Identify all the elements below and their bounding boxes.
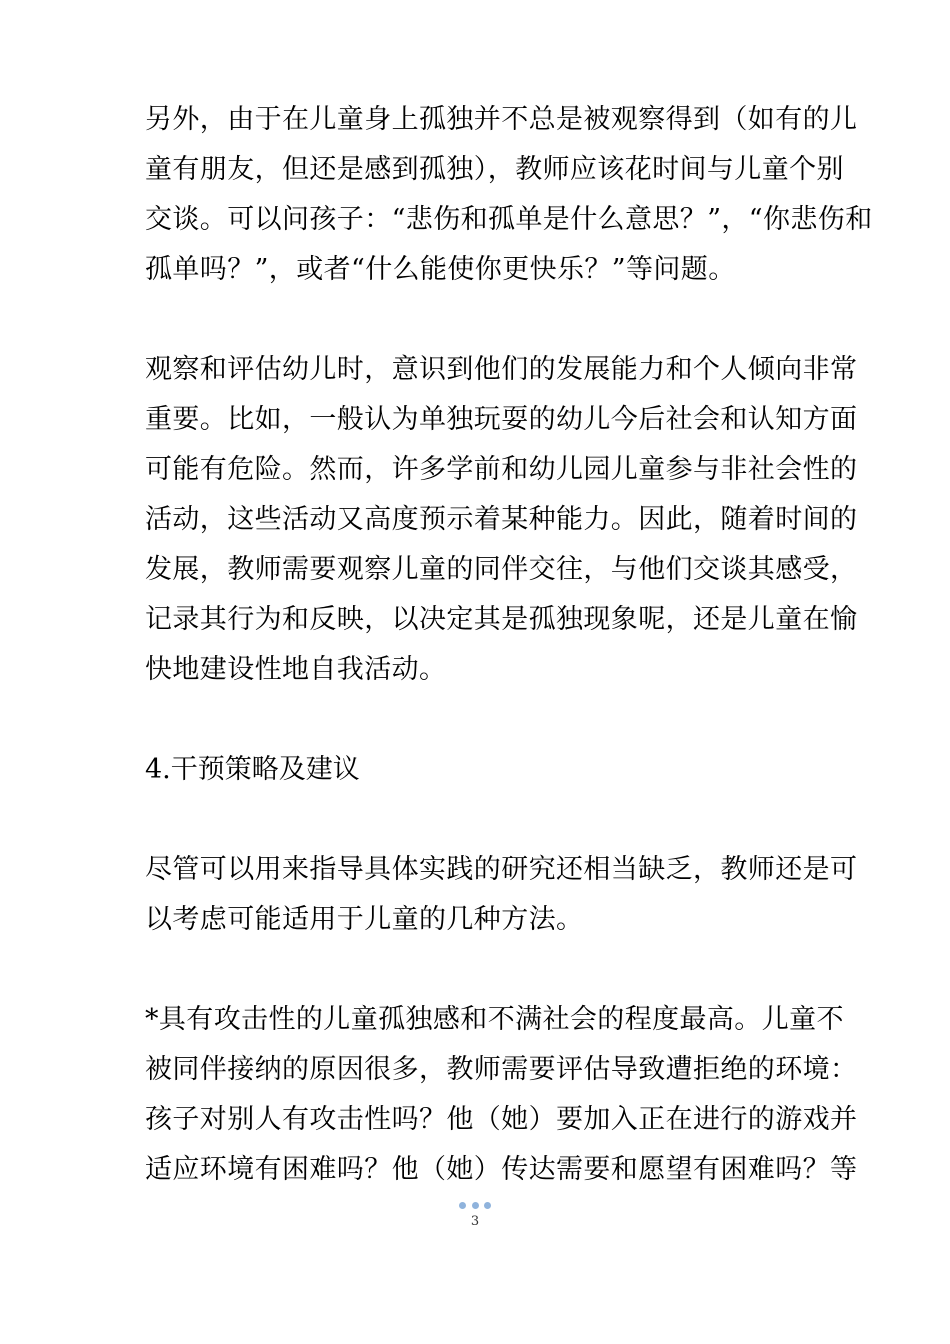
text-line: 尽管可以用来指导具体实践的研究还相当缺乏，教师还是可 <box>145 854 858 885</box>
paragraph-3 <box>145 845 858 945</box>
paragraph-4 <box>145 995 858 1195</box>
text-line: 观察和评估幼儿时，意识到他们的发展能力和个人倾向非常 <box>145 354 858 385</box>
text-line: 活动，这些活动又高度预示着某种能力。因此，随着时间的 <box>145 504 858 535</box>
section-heading <box>145 745 810 795</box>
text-line: 记录其行为和反映，以决定其是孤独现象呢，还是儿童在愉 <box>145 604 858 635</box>
heading-text: 4.干预策略及建议 <box>145 754 360 785</box>
text-line: 被同伴接纳的原因很多，教师需要评估导致遭拒绝的环境： <box>145 1054 858 1085</box>
paragraph-gap <box>145 295 810 345</box>
text-line: 重要。比如，一般认为单独玩耍的幼儿今后社会和认知方面 <box>145 404 858 435</box>
paragraph-gap <box>145 695 810 745</box>
text-line: 适应环境有困难吗？他（她）传达需要和愿望有困难吗？等 <box>145 1154 858 1185</box>
paragraph-2 <box>145 345 858 695</box>
paragraph-1 <box>145 95 873 295</box>
paragraph-gap <box>145 945 810 995</box>
text-line: 以考虑可能适用于儿童的几种方法。 <box>145 904 584 935</box>
text-line: 孤单吗？”，或者“什么能使你更快乐？”等问题。 <box>145 254 736 285</box>
document-body <box>145 95 873 1195</box>
text-line: 孩子对别人有攻击性吗？他（她）要加入正在进行的游戏并 <box>145 1104 858 1135</box>
dot-icon <box>484 1202 491 1209</box>
text-line: 另外，由于在儿童身上孤独并不总是被观察得到（如有的儿 <box>145 104 858 135</box>
dot-icon <box>472 1202 479 1209</box>
dot-icon <box>459 1202 466 1209</box>
text-line: *具有攻击性的儿童孤独感和不满社会的程度最高。儿童不 <box>145 1004 844 1035</box>
page-dots-icon <box>459 1202 491 1210</box>
text-line: 交谈。可以问孩子：“悲伤和孤单是什么意思？”，“你悲伤和 <box>145 204 873 235</box>
text-line: 快地建设性地自我活动。 <box>145 654 447 685</box>
text-line: 发展，教师需要观察儿童的同伴交往，与他们交谈其感受， <box>145 554 858 585</box>
page-number: 3 <box>470 1214 480 1229</box>
text-line: 童有朋友，但还是感到孤独），教师应该花时间与儿童个别 <box>145 154 844 185</box>
text-line: 可能有危险。然而，许多学前和幼儿园儿童参与非社会性的 <box>145 454 858 485</box>
paragraph-gap <box>145 795 810 845</box>
